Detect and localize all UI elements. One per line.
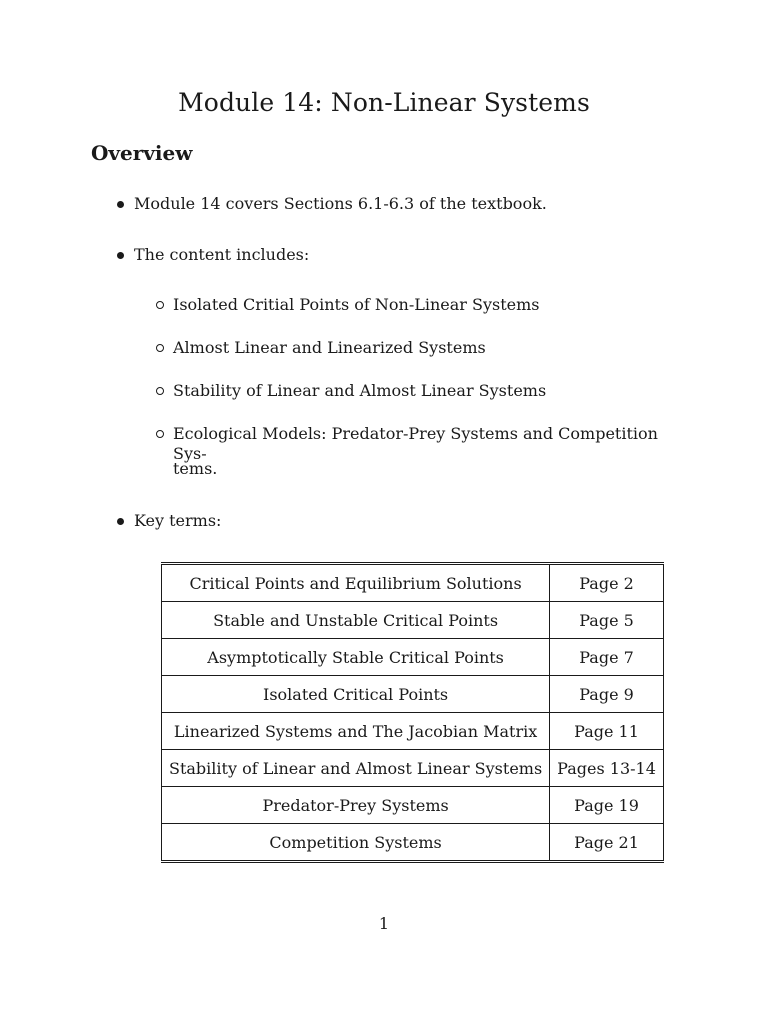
table-row xyxy=(162,564,664,602)
table-row xyxy=(162,639,664,676)
term-cell: Stable and Unstable Critical Points xyxy=(162,602,550,639)
content-item: Isolated Critial Points of Non-Linear Systems xyxy=(173,295,688,315)
content-item-continuation: tems. xyxy=(173,459,218,478)
key-terms-table xyxy=(161,562,664,863)
page-cell: Page 5 xyxy=(550,602,664,639)
content-item: Almost Linear and Linearized Systems xyxy=(173,338,688,358)
bullet-sections: Module 14 covers Sections 6.1-6.3 of the textbook. xyxy=(134,194,547,213)
term-cell: Competition Systems xyxy=(162,824,550,862)
term-cell: Stability of Linear and Almost Linear Systems xyxy=(162,750,550,787)
term-cell: Isolated Critical Points xyxy=(162,676,550,713)
page-title: Module 14: Non-Linear Systems xyxy=(178,88,590,117)
page-number: 1 xyxy=(378,914,390,933)
page-cell: Pages 13-14 xyxy=(550,750,664,787)
content-item: Stability of Linear and Almost Linear Systems xyxy=(173,381,688,401)
page-cell: Page 2 xyxy=(550,564,664,602)
term-cell: Asymptotically Stable Critical Points xyxy=(162,639,550,676)
bullet-content: The content includes: xyxy=(134,245,310,264)
table-row xyxy=(162,824,664,862)
page-cell: Page 21 xyxy=(550,824,664,862)
page-cell: Page 7 xyxy=(550,639,664,676)
page-cell: Page 11 xyxy=(550,713,664,750)
table-row xyxy=(162,676,664,713)
table-row xyxy=(162,713,664,750)
page-cell: Page 19 xyxy=(550,787,664,824)
table-row xyxy=(162,602,664,639)
table-row xyxy=(162,750,664,787)
overview-heading: Overview xyxy=(91,141,193,165)
term-cell: Linearized Systems and The Jacobian Matrix xyxy=(162,713,550,750)
page-cell: Page 9 xyxy=(550,676,664,713)
table-row xyxy=(162,787,664,824)
term-cell: Critical Points and Equilibrium Solutions xyxy=(162,564,550,602)
bullet-key-terms: Key terms: xyxy=(134,511,222,530)
term-cell: Predator-Prey Systems xyxy=(162,787,550,824)
content-item: Ecological Models: Predator-Prey Systems and Competition Sys- xyxy=(173,424,688,464)
